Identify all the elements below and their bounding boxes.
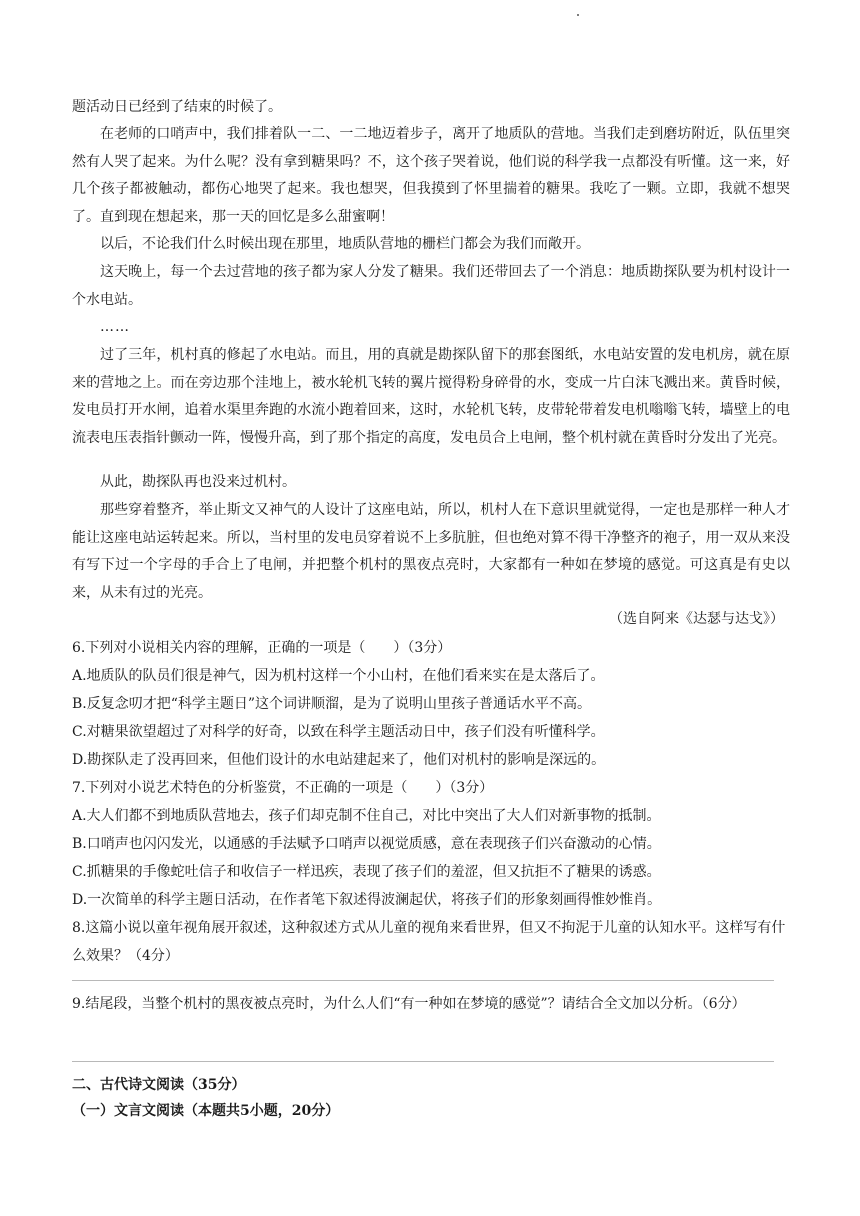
question-6-option-b: B.反复念叨才把“科学主题日”这个词讲顺溜，是为了说明山里孩子普通话水平不高。: [72, 696, 592, 712]
passage-paragraph-1: 在老师的口哨声中，我们排着队一二、一二地迈着步子，离开了地质队的营地。当我们走到磨坊附近，队伍里突然有人哭了起来。为什么呢？没有拿到糖果吗？不，这个孩子哭着说，他们说的科学我一点都没有听懂。这一来，好几个孩子都被触动，都伤心地哭了起来。我也想哭，但我摸到了怀里揣着的糖果。我吃了一颗。立即，我就不想哭了。直到现在想起来，那一天的回忆是多么甜蜜啊！: [72, 126, 790, 225]
question-7-stem: 7.下列对小说艺术特色的分析鉴赏，不正确的一项是（ ）（3分）: [72, 780, 494, 796]
question-6-stem: 6.下列对小说相关内容的理解，正确的一项是（ ）（3分）: [72, 640, 452, 656]
answer-line-9[interactable]: [72, 1061, 774, 1062]
question-8-stem: 8.这篇小说以童年视角展开叙述，这种叙述方式从儿童的视角来看世界，但又不拘泥于儿童的认知水平。这样写有什么效果？（4分）: [72, 920, 786, 964]
passage-paragraph-3: 这天晚上，每一个去过营地的孩子都为家人分发了糖果。我们还带回去了一个消息：地质勘探队要为机村设计一个水电站。: [72, 264, 790, 308]
passage-paragraph-5: 过了三年，机村真的修起了水电站。而且，用的真就是勘探队留下的那套图纸，水电站安置的发电机房，就在原来的营地之上。而在旁边那个洼地上，被水轮机飞转的翼片搅得粉身碎骨的水，变成一片白沫飞溅出来。黄昏时候，发电员打开水闸，追着水渠里奔跑的水流小跑着回来，这时，水轮机飞转，皮带轮带着发电机嗡嗡飞转，墙壁上的电流表电压表指针颤动一阵，慢慢升高，到了那个指定的高度，发电员合上电闸，整个机村就在黄昏时分发出了光亮。: [72, 347, 790, 446]
passage-paragraph-7: 那些穿着整齐，举止斯文又神气的人设计了这座电站，所以，机村人在下意识里就觉得，一定也是那样一种人才能让这座电站运转起来。所以，当村里的发电员穿着说不上多肮脏，但也绝对算不得干净整齐的袍子，用一双从来没有写下过一个字母的手合上了电闸，并把整个机村的黑夜点亮时，大家都有一种如在梦境的感觉。可这真是有史以来，从未有过的光亮。: [72, 502, 790, 601]
question-6-option-d: D.勘探队走了没再回来，但他们设计的水电站建起来了，他们对机村的影响是深远的。: [72, 752, 606, 768]
section-heading-classical: 二、古代诗文阅读（35分）: [72, 1077, 246, 1093]
subsection-heading-classical-prose: （一）文言文阅读（本题共5小题，20分）: [72, 1103, 340, 1119]
passage-paragraph-6: 从此，勘探队再也没来过机村。: [100, 474, 296, 490]
question-7-option-b: B.口哨声也闪闪发光，以通感的手法赋予口哨声以视觉质感，意在表现孩子们兴奋激动的心情。: [72, 836, 661, 852]
passage-ellipsis: ……: [100, 319, 130, 335]
passage-paragraph-0: 题活动日已经到了结束的时候了。: [72, 99, 282, 115]
passage-paragraph-2: 以后，不论我们什么时候出现在那里，地质队营地的栅栏门都会为我们而敞开。: [100, 236, 590, 252]
question-7-option-a: A.大人们都不到地质队营地去，孩子们却克制不住自己，对比中突出了大人们对新事物的抵制。: [72, 808, 661, 824]
passage-source: （选自阿来《达瑟与达戈》）: [609, 611, 784, 627]
question-6-option-c: C.对糖果欲望超过了对科学的好奇，以致在科学主题活动日中，孩子们没有听懂科学。: [72, 724, 605, 740]
answer-line-8[interactable]: [72, 980, 774, 981]
question-7-option-c: C.抓糖果的手像蛇吐信子和收信子一样迅疾，表现了孩子们的羞涩，但又抗拒不了糖果的诱惑。: [72, 864, 661, 880]
header-dot: [577, 14, 579, 16]
question-6-option-a: A.地质队的队员们很是神气，因为机村这样一个小山村，在他们看来实在是太落后了。: [72, 668, 605, 684]
question-7-option-d: D.一次简单的科学主题日活动，在作者笔下叙述得波澜起伏，将孩子们的形象刻画得惟妙惟肖。: [72, 892, 662, 908]
question-9-stem: 9.结尾段，当整个机村的黑夜被点亮时，为什么人们“有一种如在梦境的感觉”？请结合全文加以分析。（6分）: [72, 996, 746, 1012]
